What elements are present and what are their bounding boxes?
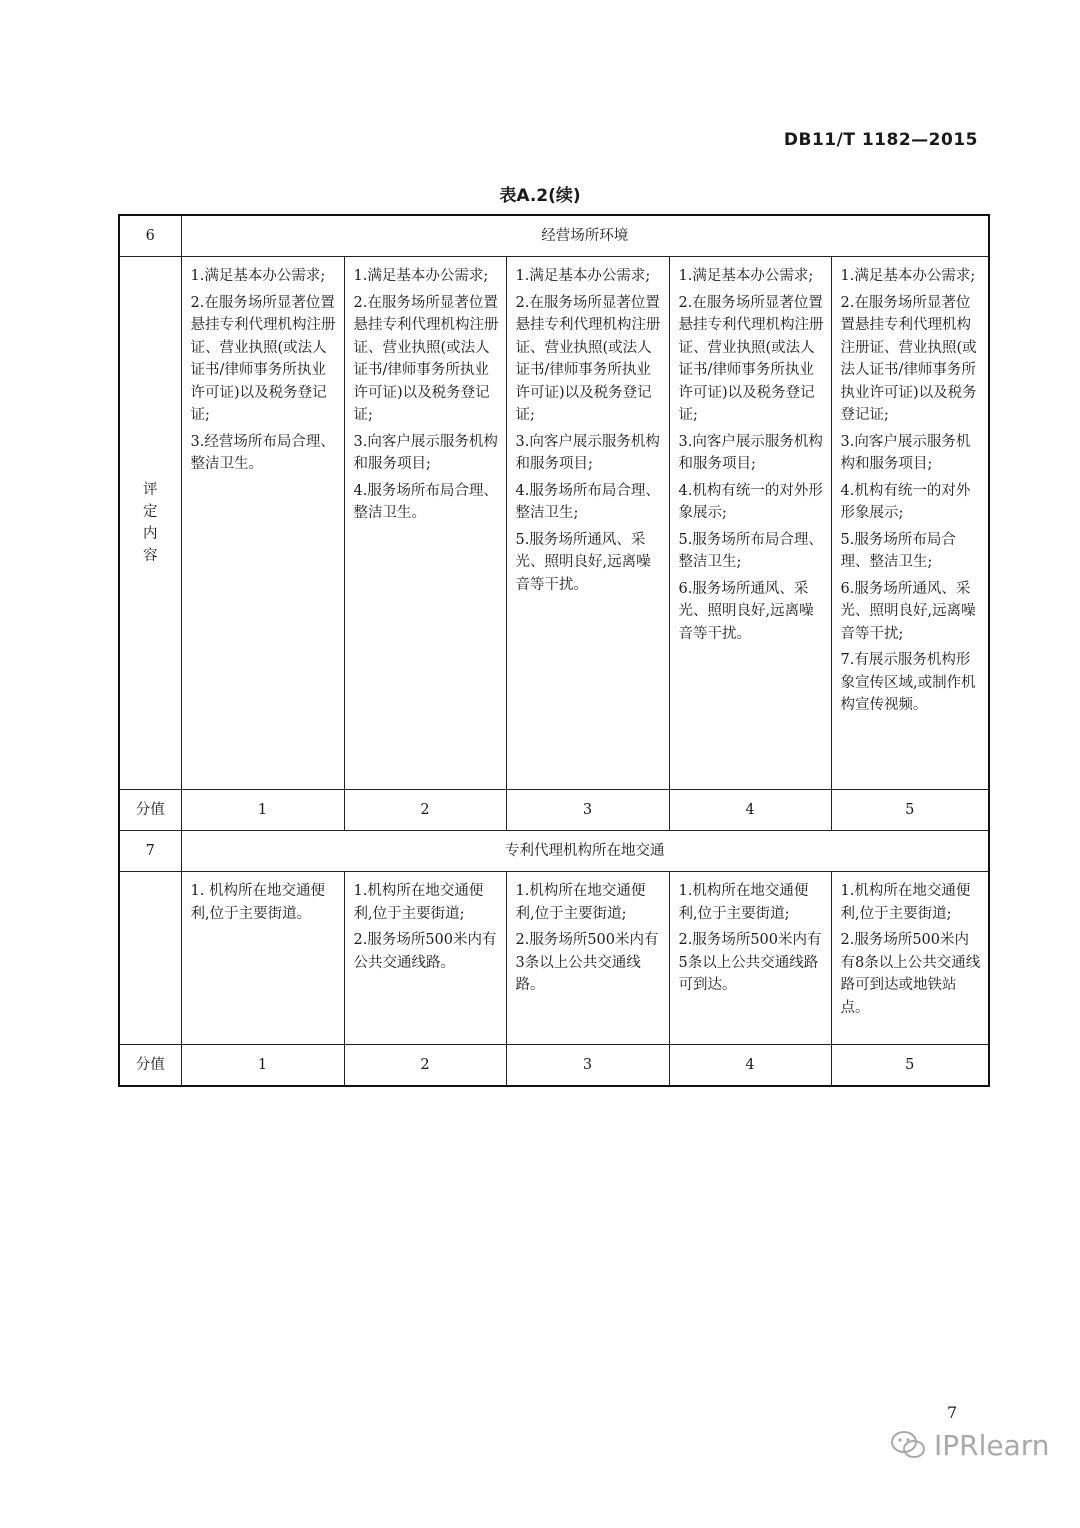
criterion: 3.向客户展示服务机构和服务项目; [840,433,971,472]
criterion: 1. 机构所在地交通便利,位于主要街道。 [190,883,325,922]
level-2-cell [344,257,506,790]
level-2-cell [344,872,506,1045]
level-3-cell [506,872,669,1045]
criterion: 4.服务场所布局合理、整洁卫生; [515,482,660,521]
evaluation-table [118,214,990,1087]
criterion: 3.向客户展示服务机构和服务项目; [353,433,498,472]
section-7-header-row [119,831,989,872]
level-3-cell [506,257,669,790]
criterion: 4.服务场所布局合理、整洁卫生。 [353,482,498,521]
score-label: 分值 [119,1045,181,1087]
criterion: 5.服务场所通风、采光、照明良好,远离噪音等干扰。 [515,531,651,593]
level-4-cell [669,872,831,1045]
score-value: 1 [181,790,344,831]
score-value: 4 [669,790,831,831]
criterion: 3.经营场所布局合理、整洁卫生。 [190,433,335,472]
criterion: 6.服务场所通风、采光、照明良好,远离噪音等干扰。 [678,580,814,642]
criterion: 2.服务场所500米内有3条以上公共交通线路。 [515,932,659,993]
criterion: 1.机构所在地交通便利,位于主要街道; [840,883,971,922]
criterion: 1.满足基本办公需求; [190,268,326,284]
criterion: 2.在服务场所显著位置悬挂专利代理机构注册证、营业执照(或法人证书/律师事务所执业许可证)以及税务登记证; [190,294,336,423]
document-number: DB11/T 1182—2015 [783,130,978,150]
criterion: 2.在服务场所显著位置悬挂专利代理机构注册证、营业执照(或法人证书/律师事务所执业许可证)以及税务登记证; [840,294,977,423]
score-value: 3 [506,1045,669,1087]
section-title: 专利代理机构所在地交通 [181,831,989,872]
criterion: 2.服务场所500米内有8条以上公共交通线路可到达或地铁站点。 [840,932,981,1016]
criterion: 2.在服务场所显著位置悬挂专利代理机构注册证、营业执照(或法人证书/律师事务所执业许可证)以及税务登记证; [678,294,824,423]
score-value: 3 [506,790,669,831]
criterion: 1.机构所在地交通便利,位于主要街道; [678,883,809,922]
section-6-content-row [119,257,989,790]
wechat-icon [890,1430,926,1460]
criterion: 1.机构所在地交通便利,位于主要街道; [515,883,646,922]
level-5-cell [831,257,989,790]
section-7-score-row [119,1045,989,1087]
criterion: 2.在服务场所显著位置悬挂专利代理机构注册证、营业执照(或法人证书/律师事务所执业许可证)以及税务登记证; [353,294,499,423]
criterion: 4.机构有统一的对外形象展示; [678,482,823,521]
level-4-cell [669,257,831,790]
section-6-header-row [119,215,989,257]
watermark [890,1425,1050,1465]
criterion: 3.向客户展示服务机构和服务项目; [515,433,660,472]
score-value: 2 [344,1045,506,1087]
criterion: 1.满足基本办公需求; [353,268,489,284]
criterion: 1.满足基本办公需求; [515,268,651,284]
row-label-cell-empty [119,872,181,1045]
score-value: 5 [831,790,989,831]
criterion: 5.服务场所布局合理、整洁卫生; [678,531,823,570]
criterion: 5.服务场所布局合理、整洁卫生; [840,531,956,570]
page-number: 7 [947,1403,958,1422]
score-value: 5 [831,1045,989,1087]
level-1-cell [181,257,344,790]
section-7-content-row [119,872,989,1045]
criterion: 2.在服务场所显著位置悬挂专利代理机构注册证、营业执照(或法人证书/律师事务所执业许可证)以及税务登记证; [515,294,661,423]
score-value: 4 [669,1045,831,1087]
criterion: 1.满足基本办公需求; [840,268,976,284]
criterion: 6.服务场所通风、采光、照明良好,远离噪音等干扰; [840,580,976,642]
level-5-cell [831,872,989,1045]
level-1-cell [181,872,344,1045]
section-number: 6 [119,215,181,257]
criterion: 3.向客户展示服务机构和服务项目; [678,433,823,472]
score-value: 1 [181,1045,344,1087]
criterion: 2.服务场所500米内有公共交通线路。 [353,932,497,971]
score-value: 2 [344,790,506,831]
criterion: 2.服务场所500米内有5条以上公共交通线路可到达。 [678,932,822,993]
watermark-text: IPRlearn [934,1428,1050,1462]
section-6-score-row [119,790,989,831]
row-label-cell [119,257,181,790]
row-label: 评定内容 [143,482,158,564]
criterion: 1.机构所在地交通便利,位于主要街道; [353,883,484,922]
criterion: 4.机构有统一的对外形象展示; [840,482,971,521]
criterion: 1.满足基本办公需求; [678,268,814,284]
table-caption: 表A.2(续) [499,186,581,206]
section-number: 7 [119,831,181,872]
score-label: 分值 [119,790,181,831]
criterion: 7.有展示服务机构形象宣传区域,或制作机构宣传视频。 [840,652,976,713]
section-title: 经营场所环境 [181,215,989,257]
